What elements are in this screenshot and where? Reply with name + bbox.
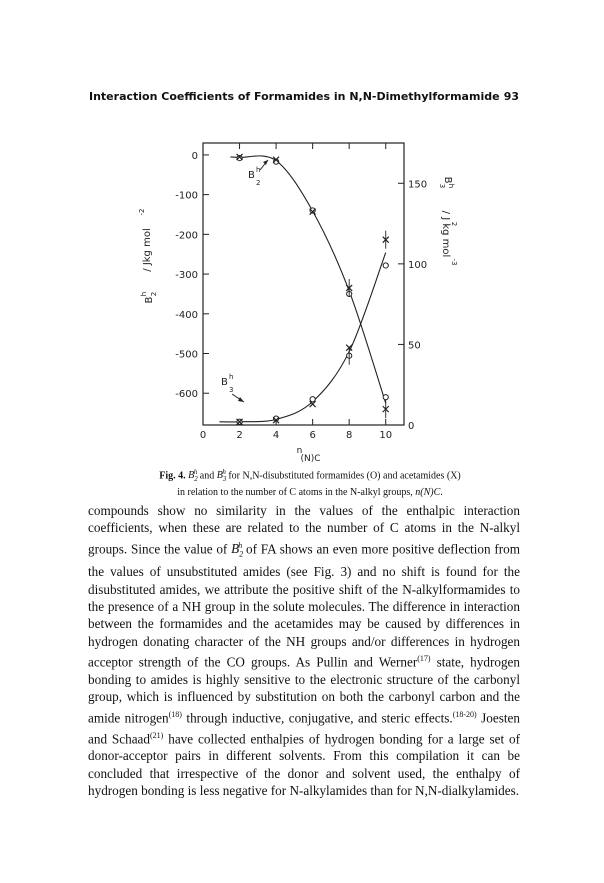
- x-axis-label: n: [296, 446, 303, 456]
- b2h-curve: [230, 156, 385, 403]
- y-left-axis-label-sub: 2: [150, 291, 158, 297]
- y-left-axis-label-sup: h: [140, 291, 148, 297]
- b3h-curve: [219, 253, 385, 422]
- data-point-circle: [383, 395, 388, 400]
- y-left-tick-label: -100: [175, 190, 198, 202]
- data-point-circle: [383, 263, 388, 268]
- y-left-axis-label-exp: -2: [138, 208, 146, 216]
- b2h-curve-label-sub: 2: [256, 179, 261, 187]
- ref-17: (17): [417, 654, 431, 664]
- y-right-axis-label-units: / J kg mol: [440, 210, 451, 258]
- b2h-curve-label-sup: h: [256, 166, 261, 174]
- x-tick-label: 2: [236, 430, 243, 441]
- b3h-curve-label-sub: 3: [229, 386, 234, 394]
- page-number: 93: [503, 90, 519, 103]
- caption-label: Fig. 4.: [159, 470, 186, 482]
- caption-for: for N,N-disubstituted formamides (O) and acetamides (X): [228, 470, 461, 482]
- x-tick-label: 8: [345, 430, 353, 441]
- x-tick-label: 10: [379, 430, 393, 441]
- body-text-6: have collected enthalpies of hydrogen bonding for a large set of donor-acceptor pairs in different solvents. From this compilation it can be concluded that irrespective of the donor and solvent used, the enthalpy of hydrogen bonding is less negative for N-alkylamides than for N,N-dialkylamides.: [88, 731, 521, 799]
- caption-b2h: $B_2^h$: [188, 468, 198, 484]
- y-right-tick-label: 100: [408, 259, 428, 271]
- b3h-curve-label-sup: h: [229, 373, 234, 381]
- y-left-axis-label: B: [144, 296, 155, 304]
- y-left-tick-label: -200: [175, 230, 198, 242]
- y-right-tick-label: 150: [408, 179, 428, 191]
- y-right-axis-label-sup: h: [447, 183, 455, 189]
- body-text-2: of FA shows an even more positive deflection from the values of unsubstituted amides (see Fig. 3) and no shift is found for the disubstituted amides, we attribute the positive shift of the N-alkylformamides to the presence of a NH group in the solute molecules. The difference in interaction between the formamides and the acetamides may be caused by differences in hydrogen donating character of the NH groups and/or differences in hydrogen acceptor strength of the CO groups. As Pullin and Werner: [88, 541, 520, 670]
- caption-and: and: [199, 470, 215, 482]
- y-left-tick-label: -300: [175, 270, 198, 282]
- y-left-tick-label: -500: [175, 349, 198, 361]
- caption-ncc: n(N)C: [415, 487, 441, 499]
- x-tick-label: 6: [309, 430, 316, 441]
- b3h-arrowhead: [238, 397, 244, 402]
- ref-18-20: (18-20): [452, 709, 477, 719]
- y-right-axis-label-exp2: -3: [450, 258, 458, 266]
- y-right-tick-label: 0: [408, 421, 415, 432]
- caption-b3h: $B_3^h$: [216, 468, 227, 484]
- y-left-tick-label: 0: [191, 150, 198, 162]
- caption-line2: in relation to the number of C atoms in the N-alkyl groups,: [177, 487, 413, 499]
- y-left-tick-label: -400: [175, 309, 198, 321]
- b2h-arrowhead: [263, 160, 268, 165]
- y-right-tick-label: 50: [408, 340, 421, 352]
- body-text-5: Joesten and Schaad: [88, 710, 520, 747]
- y-right-axis-label: B: [442, 176, 453, 184]
- y-right-axis-label-sub: 3: [438, 183, 446, 189]
- y-left-tick-label: -600: [175, 389, 198, 401]
- body-text-1: compounds show no similarity in the values of the enthalpic interaction coefficients, when these are related to the number of C atoms in the N-alkyl groups. Since the value of: [88, 503, 520, 557]
- x-tick-label: 0: [199, 430, 207, 441]
- body-text-4: through inductive, conjugative, and steric effects.: [181, 710, 453, 726]
- data-point-circle: [310, 397, 315, 402]
- ref-18: (18): [168, 709, 182, 719]
- b3h-curve-label: B: [221, 377, 228, 388]
- plot-frame: [203, 143, 404, 425]
- y-right-axis-label-exp1: 2: [450, 221, 458, 227]
- b2h-curve-label: B: [248, 170, 255, 181]
- body-b2h: $B_2^h$: [231, 540, 244, 559]
- ref-21: (21): [150, 730, 164, 740]
- running-head-title: Interaction Coefficients of Formamides in N,N-Dimethylformamide: [89, 90, 500, 103]
- x-axis-label-sub: (N)C: [300, 454, 321, 464]
- y-left-axis-label-units: / Jkg mol: [142, 228, 153, 272]
- body-text-3: state, hydrogen bonding to amides is highly sensitive to the electronic structure of the carbonyl group, which is influenced by substitution on both the carbonyl carbon and the amide nitrogen: [88, 654, 520, 726]
- figure-caption: Fig. 4. $B_2^h$ and $B_3^h$ for N,N-disubstituted formamides (O) and acetamides (X) in relation to the number of C atoms in the N-alkyl groups, n(N)C.: [159, 468, 461, 499]
- body-paragraph: [88, 502, 520, 800]
- x-tick-label: 4: [272, 430, 280, 441]
